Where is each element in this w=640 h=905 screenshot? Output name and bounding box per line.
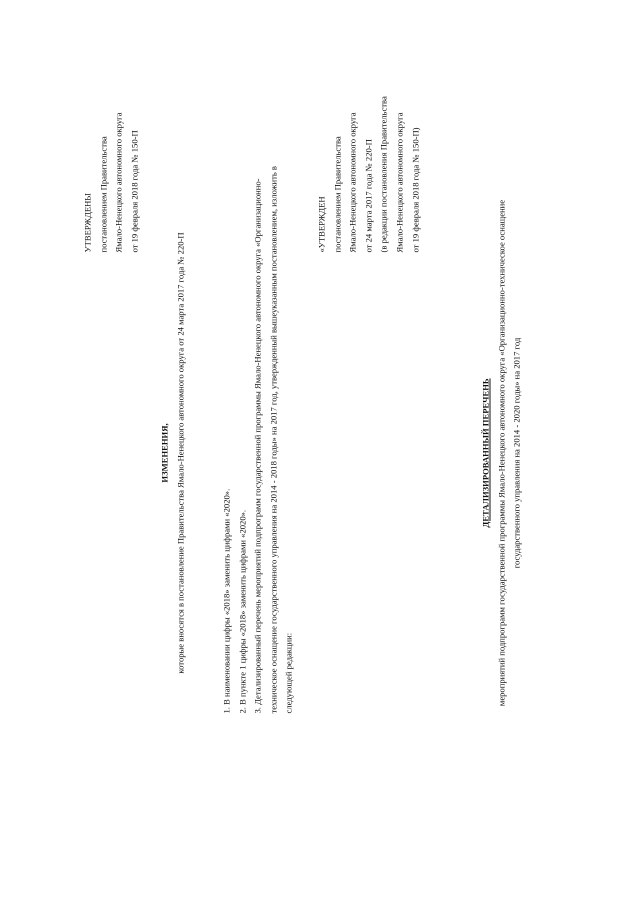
- approval-line: Ямало-Ненецкого автономного округа: [113, 112, 124, 252]
- changes-heading: [157, 0, 188, 905]
- list-item: 2. В пункте 1 цифры «2018» заменить цифрами «2020».: [236, 509, 247, 713]
- changes-title: ИЗМЕНЕНИЯ,: [159, 422, 169, 483]
- approval-line: постановлением Правительства: [331, 135, 342, 252]
- detailed-list-line: мероприятий подпрограмм государственной программы Ямало-Ненецкого автономного округа «Организационно-техническое оснащение: [495, 199, 506, 706]
- approval-line: от 24 марта 2017 года № 220-П: [362, 138, 373, 252]
- approval-stamp-1: [80, 112, 142, 252]
- detailed-list-line: государственного управления на 2014 - 2020 годы» на 2017 год: [511, 337, 522, 568]
- list-item: следующей редакции:: [283, 632, 294, 713]
- approval-line: постановлением Правительства: [97, 135, 108, 252]
- changes-subtitle: которые вносятся в постановление Правительства Ямало-Ненецкого автономного округа от 24 марта 2017 года № 220-П: [174, 231, 185, 674]
- approval-line: УТВЕРЖДЕНЫ: [82, 192, 92, 252]
- changes-list: [219, 166, 297, 714]
- list-item: техническое оснащение государственного управления на 2014 - 2018 годы» на 2017 год, утвержденный вышеуказанным постановлением, изложить в: [267, 165, 278, 713]
- approval-line: (в редакции постановления Правительства: [378, 95, 389, 252]
- detailed-list-title: ДЕТАЛИЗИРОВАННЫЙ ПЕРЕЧЕНЬ: [480, 377, 490, 528]
- detailed-list-heading: [478, 0, 525, 905]
- approval-line: от 19 февраля 2018 года № 150-П: [128, 129, 139, 252]
- approval-line: Ямало-Ненецкого автономного округа: [393, 112, 404, 252]
- approval-line: Ямало-Ненецкого автономного округа: [347, 112, 358, 252]
- approval-line: от 19 февраля 2018 года № 150-П): [409, 126, 420, 252]
- approval-line: «УТВЕРЖДЕН: [316, 195, 326, 252]
- list-item: 1. В наименовании цифры «2018» заменить цифрами «2020».: [221, 488, 231, 713]
- approval-stamp-2: [314, 96, 423, 252]
- list-item: 3. Детализированный перечень мероприятий подпрограмм государственной программы Ямало-Ненецкого автономного округа «Организационно-: [252, 177, 263, 713]
